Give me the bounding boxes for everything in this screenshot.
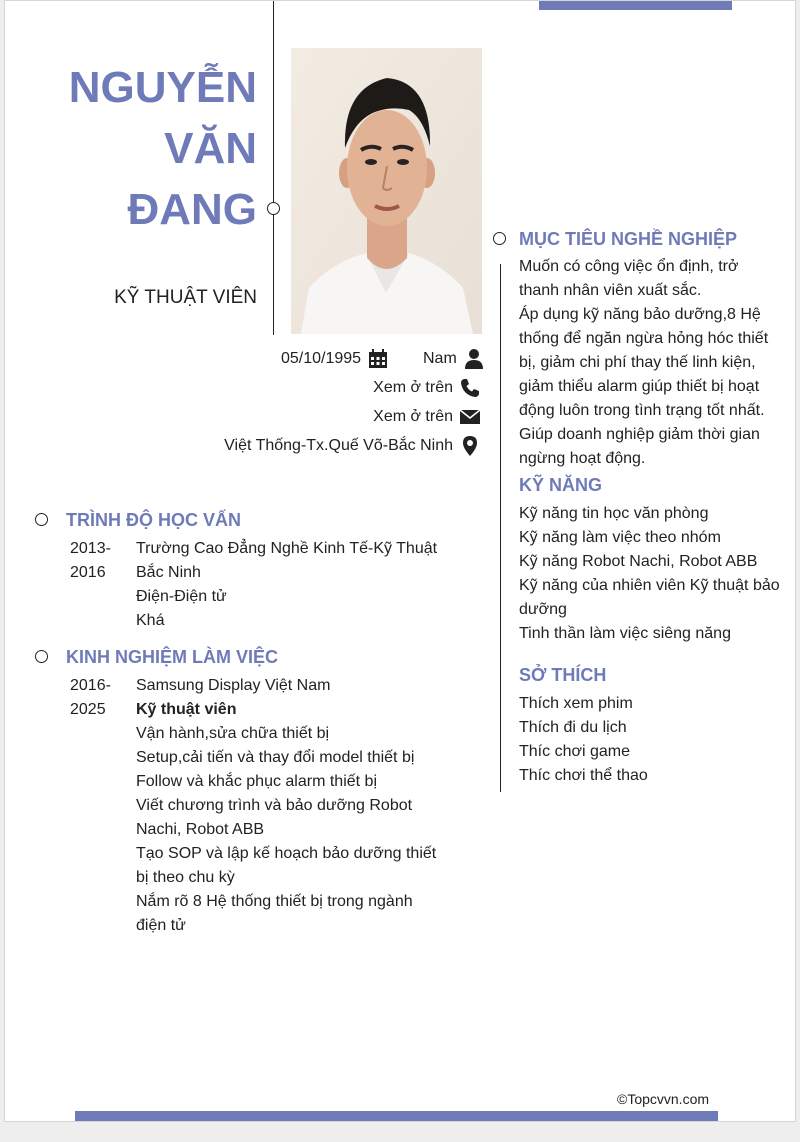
email-text: Xem ở trên (373, 408, 453, 425)
objective-line: Muốn có công việc ổn định, trở (519, 258, 739, 275)
skills-title: KỸ NĂNG (519, 475, 603, 495)
duty-line: Nachi, Robot ABB (136, 821, 265, 838)
phone-icon (459, 377, 481, 399)
objective-line: thanh nhân viên xuất sắc. (519, 282, 702, 299)
calendar-icon (367, 348, 389, 370)
experience-position: Kỹ thuật viên (136, 701, 237, 718)
objective-line: ngừng hoạt động. (519, 450, 646, 467)
right-vertical-line (500, 264, 501, 792)
location-pin-icon (459, 435, 481, 457)
objective-node (493, 232, 506, 245)
skill-line: Kỹ năng làm việc theo nhóm (519, 529, 721, 546)
address-row (224, 434, 481, 458)
objective-line: bị, giảm chi phí thay thế linh kiện, (519, 354, 756, 371)
skill-line: Tinh thần làm việc siêng năng (519, 625, 731, 642)
duty-line: điện tử (136, 917, 186, 934)
hobbies-title: SỞ THÍCH (519, 665, 607, 685)
header-timeline-node (267, 202, 280, 215)
footer-copyright: ©Topcvvn.com (617, 1091, 710, 1107)
hobby-line: Thích xem phim (519, 695, 633, 712)
education-major: Điện-Điện tử (136, 588, 227, 605)
profile-photo (291, 48, 482, 334)
objective-line: động luôn trong tình trạng tốt nhất. (519, 402, 765, 419)
education-year-start: 2013- (70, 540, 111, 557)
gender-row (423, 347, 485, 371)
education-school-cont: Bắc Ninh (136, 564, 201, 581)
address-text: Việt Thống-Tx.Quế Võ-Bắc Ninh (224, 437, 453, 454)
top-accent-bar (539, 1, 732, 10)
cv-page (4, 0, 796, 1122)
duty-line: Nắm rõ 8 Hệ thống thiết bị trong ngành (136, 893, 413, 910)
experience-year-start: 2016- (70, 677, 111, 694)
education-grade: Khá (136, 612, 165, 629)
phone-text: Xem ở trên (373, 379, 453, 396)
education-node (35, 513, 48, 526)
name-line: ĐANG (127, 185, 257, 234)
duty-line: Viết chương trình và bảo dưỡng Robot (136, 797, 413, 814)
duty-line: bị theo chu kỳ (136, 869, 235, 886)
skill-line: Kỹ năng Robot Nachi, Robot ABB (519, 553, 758, 570)
objective-line: thống để ngăn ngừa hỏng hóc thiết (519, 330, 769, 347)
objective-title: MỤC TIÊU NGHỀ NGHIỆP (519, 229, 738, 249)
duty-line: Setup,cải tiến và thay đổi model thiết bị (136, 749, 415, 766)
duty-line: Follow và khắc phục alarm thiết bị (136, 773, 377, 790)
envelope-icon (459, 406, 481, 428)
experience-company: Samsung Display Việt Nam (136, 677, 331, 694)
experience-title: KINH NGHIỆM LÀM VIỆC (66, 647, 279, 667)
hobby-line: Thích đi du lịch (519, 719, 627, 736)
job-title: KỸ THUẬT VIÊN (114, 287, 257, 308)
name-line: VĂN (164, 124, 257, 173)
skill-line: dưỡng (519, 601, 567, 618)
skill-line: Kỹ năng của nhiên viên Kỹ thuật bảo (519, 577, 780, 594)
objective-line: Áp dụng kỹ năng bảo dưỡng,8 Hệ (519, 306, 761, 323)
education-school: Trường Cao Đẳng Nghề Kinh Tế-Kỹ Thuật (136, 540, 438, 557)
hobby-line: Thíc chơi game (519, 743, 630, 760)
education-title: TRÌNH ĐỘ HỌC VẤN (66, 510, 241, 530)
experience-year-end: 2025 (70, 701, 106, 718)
name-line: NGUYỄN (68, 63, 257, 112)
email-row (373, 405, 481, 429)
duty-line: Tạo SOP và lập kế hoạch bảo dưỡng thiết (136, 845, 437, 862)
birthdate-row (281, 347, 389, 371)
header-vertical-line (273, 1, 274, 335)
phone-row (373, 376, 481, 400)
full-name (69, 57, 257, 240)
user-icon (463, 348, 485, 370)
bottom-accent-bar (75, 1111, 718, 1121)
hobby-line: Thíc chơi thể thao (519, 767, 648, 784)
experience-node (35, 650, 48, 663)
skill-line: Kỹ năng tin học văn phòng (519, 505, 709, 522)
duty-line: Vận hành,sửa chữa thiết bị (136, 725, 330, 742)
education-year-end: 2016 (70, 564, 106, 581)
objective-line: Giúp doanh nghiệp giảm thời gian (519, 426, 760, 443)
gender-text: Nam (423, 350, 457, 367)
objective-line: giảm thiểu alarm giúp thiết bị hoạt (519, 378, 760, 395)
birthdate-text: 05/10/1995 (281, 350, 362, 367)
